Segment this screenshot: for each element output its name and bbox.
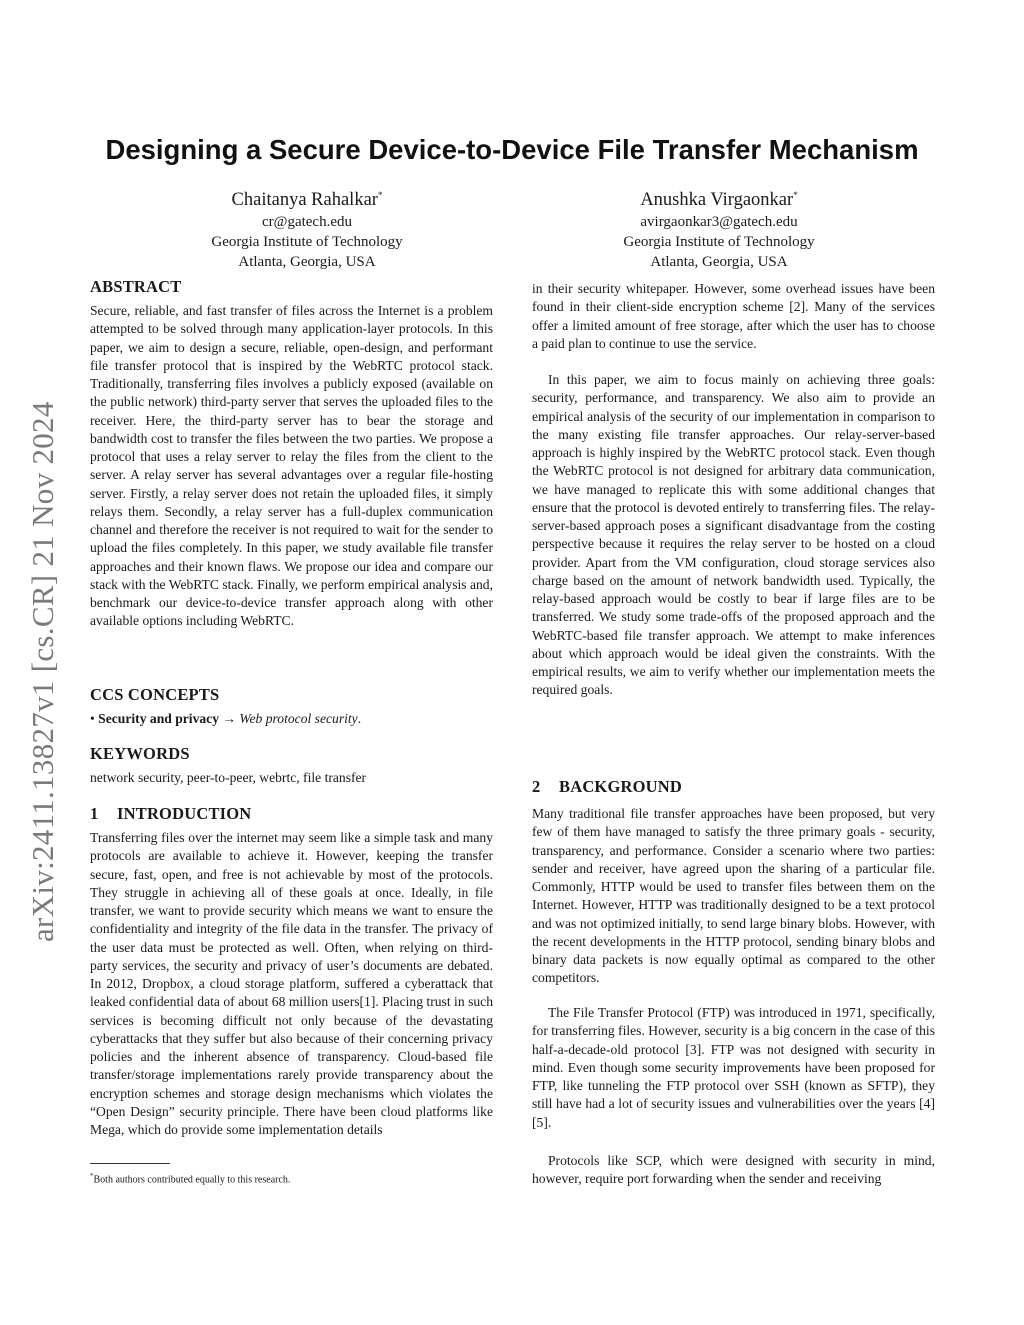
- footnote-rule: [90, 1163, 170, 1164]
- author-name: Chaitanya Rahalkar*: [231, 190, 383, 211]
- background-paragraph-1: Many traditional file transfer approaches have been proposed, but very few of them have managed to satisfy the three primary goals - security, transparency, and performance. Consider a scenario where two parties: sender and receiver, have agreed upon the sharing of a particular file. Commonly, HTTP would be used to transfer files between them on the Internet. However, HTTP was traditionally designed to be a text protocol and was not optimized initially, to send large binary blobs. However, with the recent developments in the HTTP protocol, sending binary blobs and binary data packets is now equally optimal as compared to the other competitors.: [532, 806, 935, 986]
- author-email: avirgaonkar3@gatech.edu: [640, 214, 798, 231]
- author-block-2: [559, 183, 879, 272]
- intro-paragraph-2: In this paper, we aim to focus mainly on achieving three goals: security, performance, and transparency. We also aim to provide an empirical analysis of the security of our implementation in comparison to the many existing file transfer approaches. Our relay-server-based approach is highly inspired by the WebRTC protocol stack. Even though the WebRTC protocol is not designed for arbitrary data communication, we have managed to replicate this with some additional changes that ensure that the protocol is devoted entirely to transferring files. The relay-server-based approach poses a significant disadvantage from the costing perspective because it requires the relay server to be hosted on a cloud provider. Apart from the VM configuration, cloud storage services also charge based on the amount of network bandwidth used. Typically, the relay-based approach would be costly to bear if large files are to be transferred. We study some trade-offs of the proposed approach and the WebRTC-based file transfer approach. We attempt to make inferences about which approach would be ideal given the constraints. With the empirical results, we aim to verify whether our implementation meets the required goals.: [532, 372, 935, 698]
- footnote: *Both authors contributed equally to this research.: [90, 1172, 291, 1186]
- author-institution: Georgia Institute of Technology: [211, 234, 403, 251]
- author-location: Atlanta, Georgia, USA: [650, 254, 788, 271]
- background-paragraph-2: The File Transfer Protocol (FTP) was introduced in 1971, specifically, for transferring files. However, security is a big concern in the case of this half-a-decade-old protocol [3]. FTP was not designed with security in mind. Even though some security improvements have been proposed for FTP, like tunneling the FTP protocol over SSH (known as SFTP), they still have had a lot of security issues and vulnerabilities over the years [4][5].: [532, 1005, 935, 1130]
- background-heading: 2 BACKGROUND: [532, 777, 683, 796]
- intro-text: Transferring files over the internet may seem like a simple task and many protocols are available to achieve it. However, keeping the transfer secure, fast, open, and free is not achievable by most of the protocols. They struggle in achieving all of these goals at once. Ideally, in file transfer, we want to provide security which means we want to ensure the confidentiality and integrity of the file data in the transfer. The privacy of the user data must be protected as well. Often, when relying on third-party services, the security and privacy of user’s documents are debated. In 2012, Dropbox, a cloud storage platform, suffered a cyberattack that leaked confidential data of about 68 million users[1]. Placing trust in such services is becoming difficult not only because of the devastating cyberattacks that they suffer but also because of their concerning privacy policies and the inherent absence of transparency. Cloud-based file transfer/storage implementations rarely provide transparency about the encryption schemes and storage design mechanisms which violates the “Open Design” security principle. There have been cloud platforms like Mega, which do provide some implementation details: [90, 830, 493, 1137]
- ccs-heading: CCS CONCEPTS: [90, 685, 220, 704]
- author-email: cr@gatech.edu: [261, 214, 352, 231]
- arxiv-identifier: arXiv:2411.13827v1 [cs.CR] 21 Nov 2024: [25, 401, 60, 942]
- author-mark: *: [377, 190, 383, 200]
- background-paragraph-3: Protocols like SCP, which were designed with security in mind, however, require port forwarding when the sender and receiving: [532, 1153, 935, 1187]
- author-institution: Georgia Institute of Technology: [623, 234, 815, 251]
- intro-heading: 1 INTRODUCTION: [90, 804, 252, 823]
- author-location: Atlanta, Georgia, USA: [238, 254, 376, 271]
- keywords-text: network security, peer-to-peer, webrtc, file transfer: [90, 770, 367, 785]
- abstract-text: Secure, reliable, and fast transfer of files across the Internet is a problem attempted to be solved through many application-layer protocols. In this paper, we aim to design a secure, reliable, open-design, and performant file transfer protocol that is inspired by the WebRTC protocol stack. Traditionally, transferring files involves a publicly exposed (available on the public network) third-party server that serves the uploaded files to the receiver. Here, the third-party server has to bear the storage and bandwidth cost to transfer the files between the two parties. We propose a protocol that uses a relay server to relay the files from the client to the server. A relay server has several advantages over a regular file-hosting server. Firstly, a relay server does not retain the uploaded files, it simply relays them. Secondly, a relay server has a full-duplex communication channel and therefore the receiver is not required to wait for the sender to upload the files completely. In this paper, we study available file transfer approaches and their known flaws. We propose our idea and compare our stack with the WebRTC stack. Finally, we perform empirical analysis and, benchmark our device-to-device transfer approach along with other available options including WebRTC.: [90, 303, 493, 629]
- abstract-heading: ABSTRACT: [90, 277, 182, 296]
- paper-title: Designing a Secure Device-to-Device File Transfer Mechanism: [105, 134, 919, 165]
- author-block-1: [147, 183, 467, 272]
- keywords-heading: KEYWORDS: [90, 744, 190, 763]
- author-mark: *: [793, 190, 798, 200]
- intro-continuation: in their security whitepaper. However, some overhead issues have been found in their client-side encryption scheme [2]. Many of the services offer a limited amount of free storage, after which the user has to choose a paid plan to continue to use the service.: [532, 281, 935, 351]
- author-name: Anushka Virgaonkar*: [640, 190, 798, 211]
- ccs-concept: • Security and privacy → Web protocol security.: [90, 711, 362, 726]
